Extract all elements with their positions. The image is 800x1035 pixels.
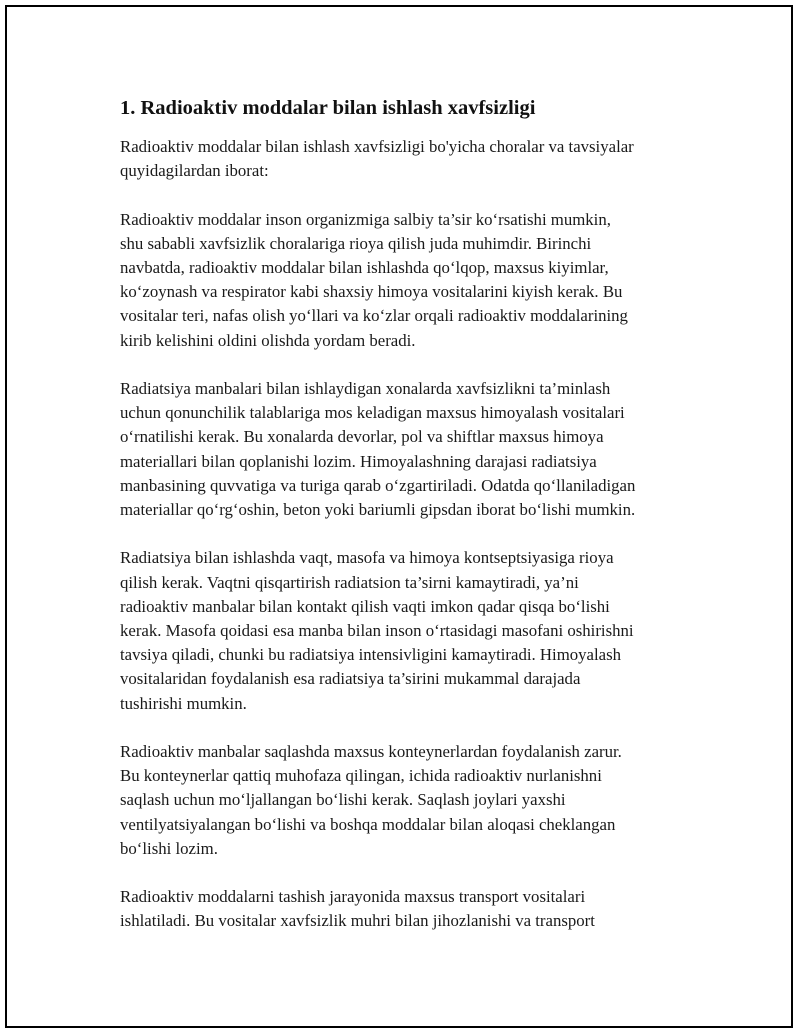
text-line: Bu konteynerlar qattiq muhofaza qilingan, ichida radioaktiv nurlanishni: [120, 766, 602, 786]
text-line: kerak. Masofa qoidasi esa manba bilan inson o‘rtasidagi masofani oshirishni: [120, 621, 634, 641]
paragraph-room-shielding: [120, 377, 700, 522]
text-line: ko‘zoynash va respirator kabi shaxsiy himoya vositalarini kiyish kerak. Bu: [120, 282, 623, 302]
text-line: Radioaktiv moddalar inson organizmiga salbiy ta’sir ko‘rsatishi mumkin,: [120, 209, 611, 229]
text-line: kirib kelishini oldini olishda yordam beradi.: [120, 330, 416, 350]
paragraph-intro: [120, 135, 700, 183]
paragraph-protective-equipment: [120, 208, 700, 353]
text-line: radioaktiv manbalar bilan kontakt qilish vaqti imkon qadar qisqa bo‘lishi: [120, 596, 610, 616]
text-line: shu sababli xavfsizlik choralariga rioya qilish juda muhimdir. Birinchi: [120, 233, 592, 253]
paragraph-time-distance-shielding: [120, 546, 700, 715]
text-line: Radioaktiv manbalar saqlashda maxsus konteynerlardan foydalanish zarur.: [120, 742, 622, 762]
page-frame: [5, 5, 793, 1028]
text-line: Radioaktiv moddalar bilan ishlash xavfsizligi bo'yicha choralar va tavsiyalar: [120, 137, 634, 156]
paragraph-transport: [120, 885, 700, 933]
text-line: tushirishi mumkin.: [120, 693, 247, 713]
text-line: Radiatsiya bilan ishlashda vaqt, masofa va himoya kontseptsiyasiga rioya: [120, 548, 614, 568]
text-line: vositalar teri, nafas olish yo‘llari va ko‘zlar orqali radioaktiv moddalarining: [120, 306, 628, 326]
text-line: materiallar qo‘rg‘oshin, beton yoki bariumli gipsdan iborat bo‘lishi mumkin.: [120, 500, 636, 520]
paragraph-storage: [120, 740, 700, 861]
text-line: o‘rnatilishi kerak. Bu xonalarda devorlar, pol va shiftlar maxsus himoya: [120, 427, 604, 447]
text-line: qilish kerak. Vaqtni qisqartirish radiatsion ta’sirni kamaytiradi, ya’ni: [120, 572, 579, 592]
text-line: materiallari bilan qoplanishi lozim. Himoyalashning darajasi radiatsiya: [120, 451, 597, 471]
text-line: Radioaktiv moddalarni tashish jarayonida maxsus transport vositalari: [120, 887, 586, 907]
text-line: tavsiya qiladi, chunki bu radiatsiya intensivligini kamaytiradi. Himoyalash: [120, 645, 622, 665]
text-line: Radiatsiya manbalari bilan ishlaydigan xonalarda xavfsizlikni ta’minlash: [120, 379, 611, 398]
text-line: vositalaridan foydalanish esa radiatsiya ta’sirini mukammal darajada: [120, 669, 581, 689]
text-line: navbatda, radioaktiv moddalar bilan ishlashda qo‘lqop, maxsus kiyimlar,: [120, 258, 609, 277]
text-line: manbasining quvvatiga va turiga qarab o‘zgartiriladi. Odatda qo‘llaniladigan: [120, 475, 636, 495]
text-line: saqlash uchun mo‘ljallangan bo‘lishi kerak. Saqlash joylari yaxshi: [120, 790, 566, 810]
document-body: [120, 95, 700, 958]
text-line: ventilyatsiyalangan bo‘lishi va boshqa moddalar bilan aloqasi cheklangan: [120, 814, 616, 834]
section-heading: 1. Radioaktiv moddalar bilan ishlash xavfsizligi: [120, 97, 536, 119]
text-line: bo‘lishi lozim.: [120, 838, 218, 858]
text-line: quyidagilardan iborat:: [120, 161, 269, 181]
text-line: ishlatiladi. Bu vositalar xavfsizlik muhri bilan jihozlanishi va transport: [120, 911, 595, 931]
text-line: uchun qonunchilik talablariga mos keladigan maxsus himoyalash vositalari: [120, 403, 625, 423]
